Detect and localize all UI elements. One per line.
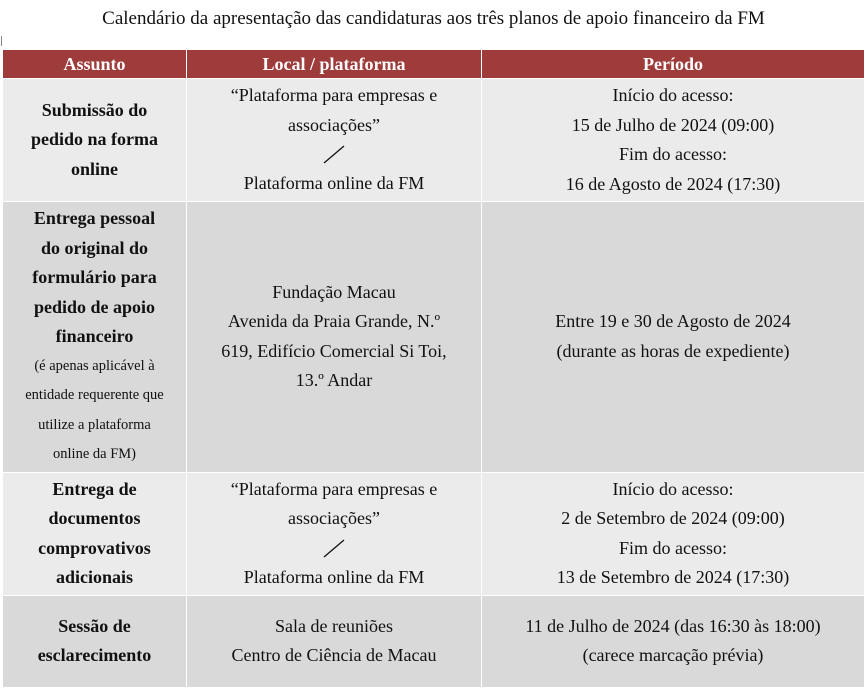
period-line: 15 de Julho de 2024 (09:00) <box>571 114 775 135</box>
subject-line: financeiro <box>55 326 134 346</box>
period-line: Entre 19 e 30 de Agosto de 2024 <box>555 311 791 332</box>
subject-line: formulário para <box>32 267 157 287</box>
subject-line: pedido na forma <box>30 129 158 150</box>
table-row <box>3 202 865 473</box>
local-line: Sala de reuniões <box>275 615 393 636</box>
table-row <box>3 595 865 687</box>
period-cell <box>482 595 865 687</box>
period-line: 13 de Setembro de 2024 (17:30) <box>556 567 790 587</box>
local-line: Avenida da Praia Grande, N.º <box>227 311 441 332</box>
local-line: Plataforma online da FM <box>243 173 425 194</box>
period-line: Fim do acesso: <box>619 537 727 558</box>
subject-cell <box>3 79 187 202</box>
period-line: Início do acesso: <box>612 478 734 499</box>
subject-line: Submissão do <box>41 99 148 120</box>
subject-line: Entrega pessoal <box>33 208 156 228</box>
table-row <box>3 472 865 595</box>
local-line: “Plataforma para empresas e <box>230 478 438 499</box>
local-line: “Plataforma para empresas e <box>230 85 438 106</box>
corner-mark <box>1 36 2 46</box>
schedule-table <box>2 49 865 688</box>
period-line: 16 de Agosto de 2024 (17:30) <box>565 173 781 194</box>
header-row <box>3 50 865 79</box>
subject-line: Entrega de <box>52 478 137 499</box>
slash-separator-icon <box>193 534 475 563</box>
table-caption: Calendário da apresentação das candidaturas aos três planos de apoio financeiro da FM <box>102 8 765 29</box>
local-cell <box>187 79 482 202</box>
subject-cell <box>3 472 187 595</box>
header-periodo: Período <box>482 50 865 79</box>
period-cell <box>482 202 865 473</box>
slash-separator-icon <box>193 140 475 169</box>
subject-line: Sessão de <box>58 615 131 636</box>
subject-line: pedido de apoio <box>33 296 156 317</box>
local-line: 13.º Andar <box>295 370 373 391</box>
period-line: (carece marcação prévia) <box>582 645 764 665</box>
local-line: Centro de Ciência de Macau <box>231 645 437 665</box>
local-line: associações” <box>288 508 380 529</box>
local-cell <box>187 202 482 473</box>
period-cell <box>482 79 865 202</box>
subject-line: esclarecimento <box>37 645 152 665</box>
header-assunto: Assunto <box>3 50 187 79</box>
header-local: Local / plataforma <box>187 50 482 79</box>
period-line: Fim do acesso: <box>619 144 727 164</box>
local-cell <box>187 472 482 595</box>
subject-note: utilize a plataforma <box>38 416 151 433</box>
subject-cell <box>3 595 187 687</box>
local-line: associações” <box>288 114 380 135</box>
local-line: Fundação Macau <box>272 281 396 302</box>
subject-note: online da FM) <box>53 446 136 462</box>
subject-line: do original do <box>40 237 149 258</box>
subject-line: adicionais <box>55 567 134 587</box>
period-line: 2 de Setembro de 2024 (09:00) <box>561 508 785 528</box>
subject-line: comprovativos <box>38 537 151 558</box>
subject-note: (é apenas aplicável à <box>34 357 155 374</box>
period-line: Início do acesso: <box>612 85 734 105</box>
period-cell <box>482 472 865 595</box>
period-line: (durante as horas de expediente) <box>556 340 790 361</box>
subject-line: documentos <box>48 508 141 528</box>
subject-note: entidade requerente que <box>25 387 164 403</box>
period-line: 11 de Julho de 2024 (das 16:30 às 18:00) <box>525 615 821 636</box>
local-line: 619, Edifício Comercial Si Toi, <box>221 340 447 361</box>
local-line: Plataforma online da FM <box>243 566 425 587</box>
table-row <box>3 79 865 202</box>
subject-line: online <box>70 158 118 179</box>
local-cell <box>187 595 482 687</box>
subject-cell <box>3 202 187 473</box>
